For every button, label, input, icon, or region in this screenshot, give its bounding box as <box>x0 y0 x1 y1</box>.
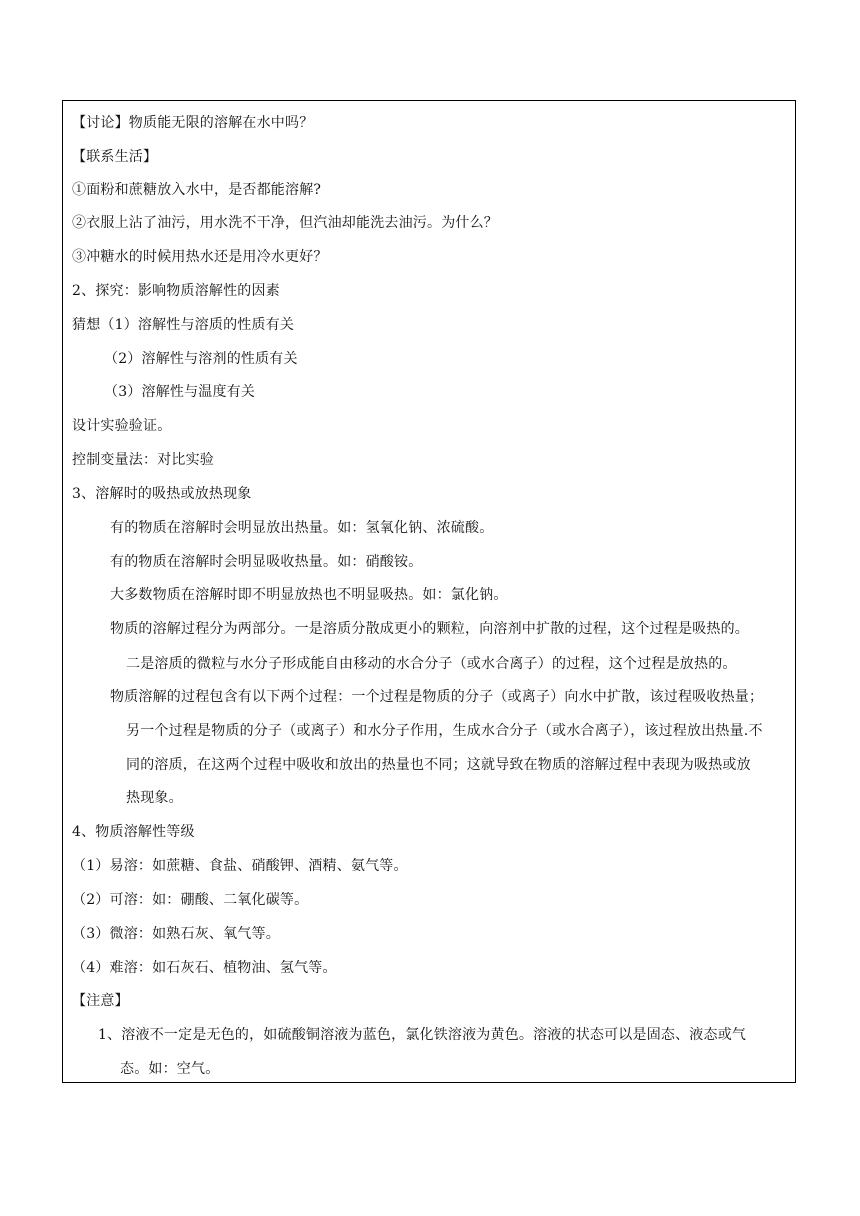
process-detail-line-1: 物质溶解的过程包含有以下两个过程：一个过程是物质的分子（或离子）向水中扩散，该过程吸收热量； <box>110 689 764 705</box>
note-heading: 【注意】 <box>72 993 129 1009</box>
design-experiment: 设计实验验证。 <box>72 418 172 434</box>
note-1-line-1: 1、溶液不一定是无色的，如硫酸铜溶液为蓝色，氯化铁溶液为黄色。溶液的状态可以是固态、液态或气 <box>98 1027 747 1043</box>
question-3: ③冲糖水的时候用热水还是用冷水更好？ <box>72 249 328 265</box>
heat-absorb-example: 有的物质在溶解时会明显吸收热量。如：硝酸铵。 <box>110 554 423 570</box>
hypothesis-2: （2）溶解性与溶剂的性质有关 <box>104 351 298 367</box>
solubility-level-4: （4）难溶：如石灰石、植物油、氢气等。 <box>72 960 337 976</box>
process-detail-line-3: 同的溶质，在这两个过程中吸收和放出的热量也不同；这就导致在物质的溶解过程中表现为吸热或放 <box>126 757 751 773</box>
section-2-heading: 2、探究：影响物质溶解性的因素 <box>72 283 280 299</box>
hypothesis-3: （3）溶解性与温度有关 <box>104 384 256 400</box>
control-variables: 控制变量法：对比实验 <box>72 452 214 468</box>
discussion-heading: 【讨论】物质能无限的溶解在水中吗？ <box>72 115 314 131</box>
note-1-line-2: 态。如：空气。 <box>120 1061 220 1077</box>
neutral-example: 大多数物质在溶解时即不明显放热也不明显吸热。如：氯化钠。 <box>110 587 508 603</box>
process-detail-line-4: 热现象。 <box>126 790 183 806</box>
question-2: ②衣服上沾了油污，用水洗不干净，但汽油却能洗去油污。为什么？ <box>72 215 498 231</box>
process-paragraph-line-1: 物质的溶解过程分为两部分。一是溶质分散成更小的颗粒，向溶剂中扩散的过程，这个过程是吸热的。 <box>110 621 749 637</box>
solubility-level-2: （2）可溶：如：硼酸、二氧化碳等。 <box>72 892 309 908</box>
section-4-heading: 4、物质溶解性等级 <box>72 824 195 840</box>
solubility-level-1: （1）易溶：如蔗糖、食盐、硝酸钾、酒精、氨气等。 <box>72 858 408 874</box>
life-connection-heading: 【联系生活】 <box>72 149 158 165</box>
section-3-heading: 3、溶解时的吸热或放热现象 <box>72 486 252 502</box>
hypothesis-1: 猜想（1）溶解性与溶质的性质有关 <box>72 317 295 333</box>
process-paragraph-line-2: 二是溶质的微粒与水分子形成能自由移动的水合分子（或水合离子）的过程，这个过程是放热的。 <box>126 656 737 672</box>
heat-release-example: 有的物质在溶解时会明显放出热量。如：氢氧化钠、浓硫酸。 <box>110 520 494 536</box>
question-1: ①面粉和蔗糖放入水中，是否都能溶解? <box>72 182 322 198</box>
process-detail-line-2: 另一个过程是物质的分子（或离子）和水分子作用，生成水合分子（或水合离子），该过程放出热量.不 <box>126 723 763 739</box>
solubility-level-3: （3）微溶：如熟石灰、氧气等。 <box>72 926 280 942</box>
